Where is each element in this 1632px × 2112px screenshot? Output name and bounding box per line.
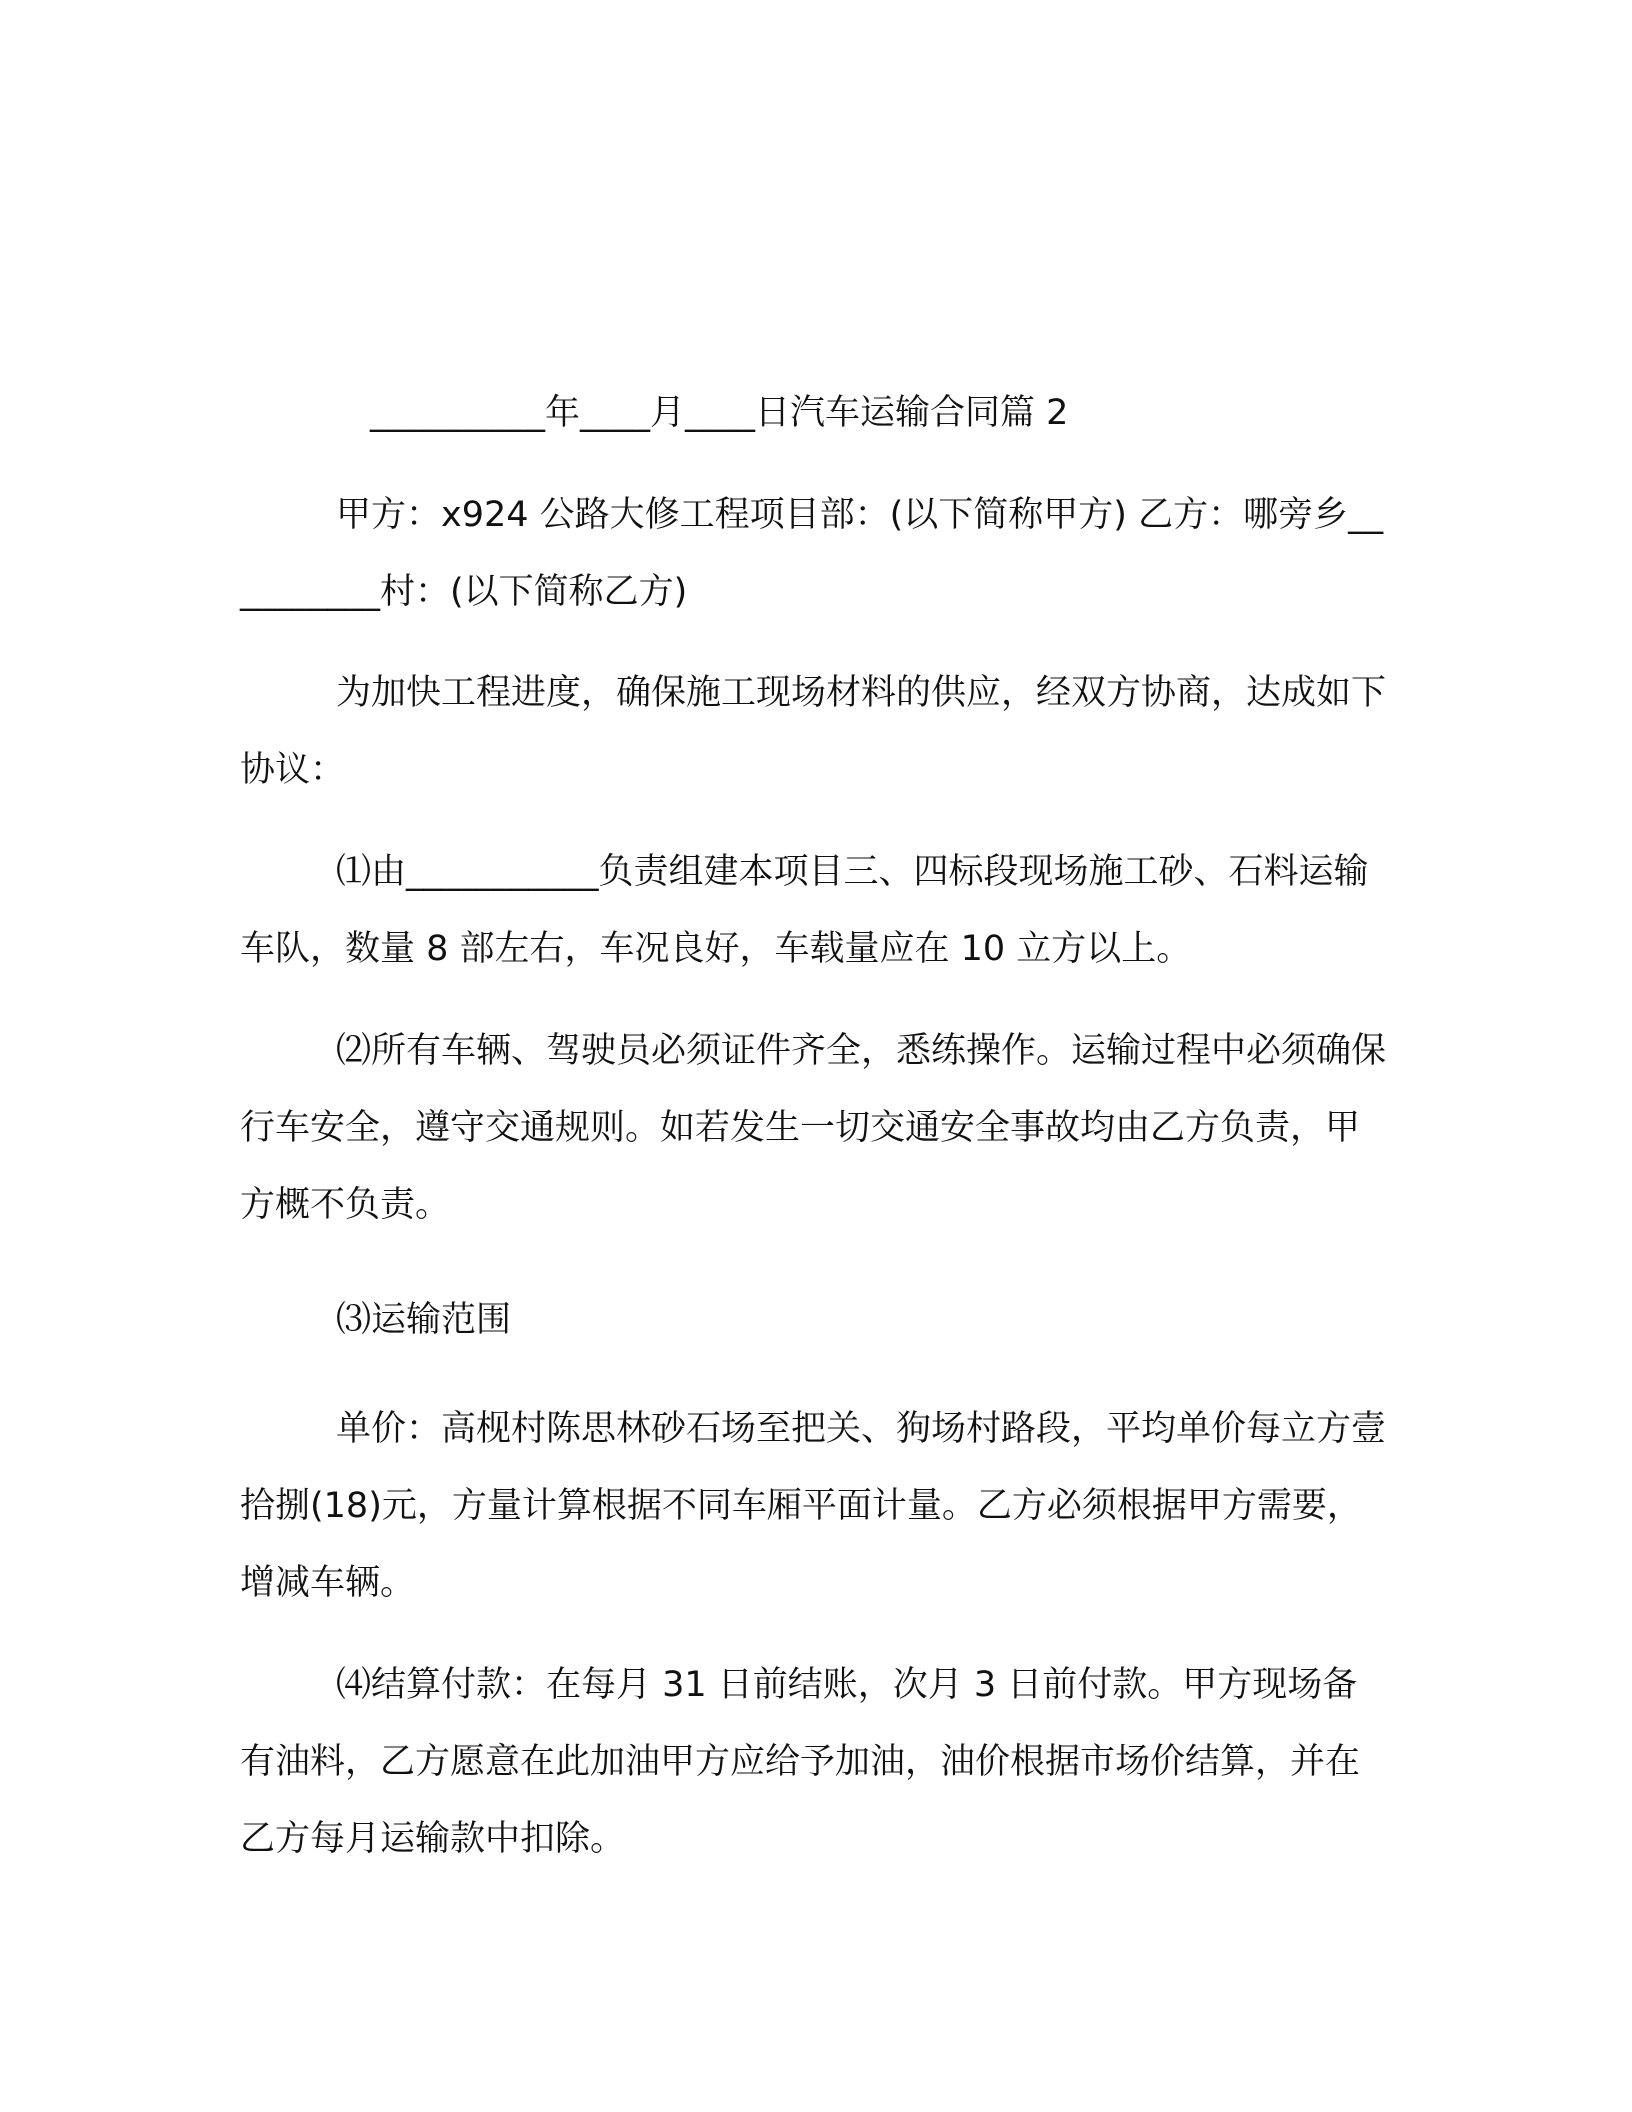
paragraph-purpose: 为加快工程进度，确保施工现场材料的供应，经双方协商，达成如下协议： bbox=[240, 673, 1387, 790]
paragraph-clause-2: ⑵所有车辆、驾驶员必须证件齐全，悉练操作。运输过程中必须确保行车安全，遵守交通规则。如若发生一切交通安全事故均由乙方负责，甲方概不负责。 bbox=[240, 1031, 1387, 1225]
paragraph-clause-3-heading: ⑶运输范围 bbox=[336, 1300, 512, 1340]
paragraph-parties: 甲方：x924 公路大修工程项目部：(以下简称甲方) 乙方：哪旁乡__________村：(以下简称乙方) bbox=[240, 495, 1384, 612]
paragraph-clause-4: ⑷结算付款：在每月 31 日前结账，次月 3 日前付款。甲方现场备有油料，乙方愿意在此加油甲方应给予加油，油价根据市场价结算，并在乙方每月运输款中扣除。 bbox=[240, 1665, 1361, 1859]
paragraph-clause-1: ⑴由___________负责组建本项目三、四标段现场施工砂、石料运输车队，数量 8 部左右，车况良好，车载量应在 10 立方以上。 bbox=[240, 852, 1369, 969]
document-title: __________年____月____日汽车运输合同篇 2 bbox=[370, 393, 1069, 433]
paragraph-unit-price: 单价：高枧村陈思林砂石场至把关、狗场村路段，平均单价每立方壹拾捌(18)元，方量计算根据不同车厢平面计量。乙方必须根据甲方需要，增减车辆。 bbox=[240, 1409, 1387, 1603]
